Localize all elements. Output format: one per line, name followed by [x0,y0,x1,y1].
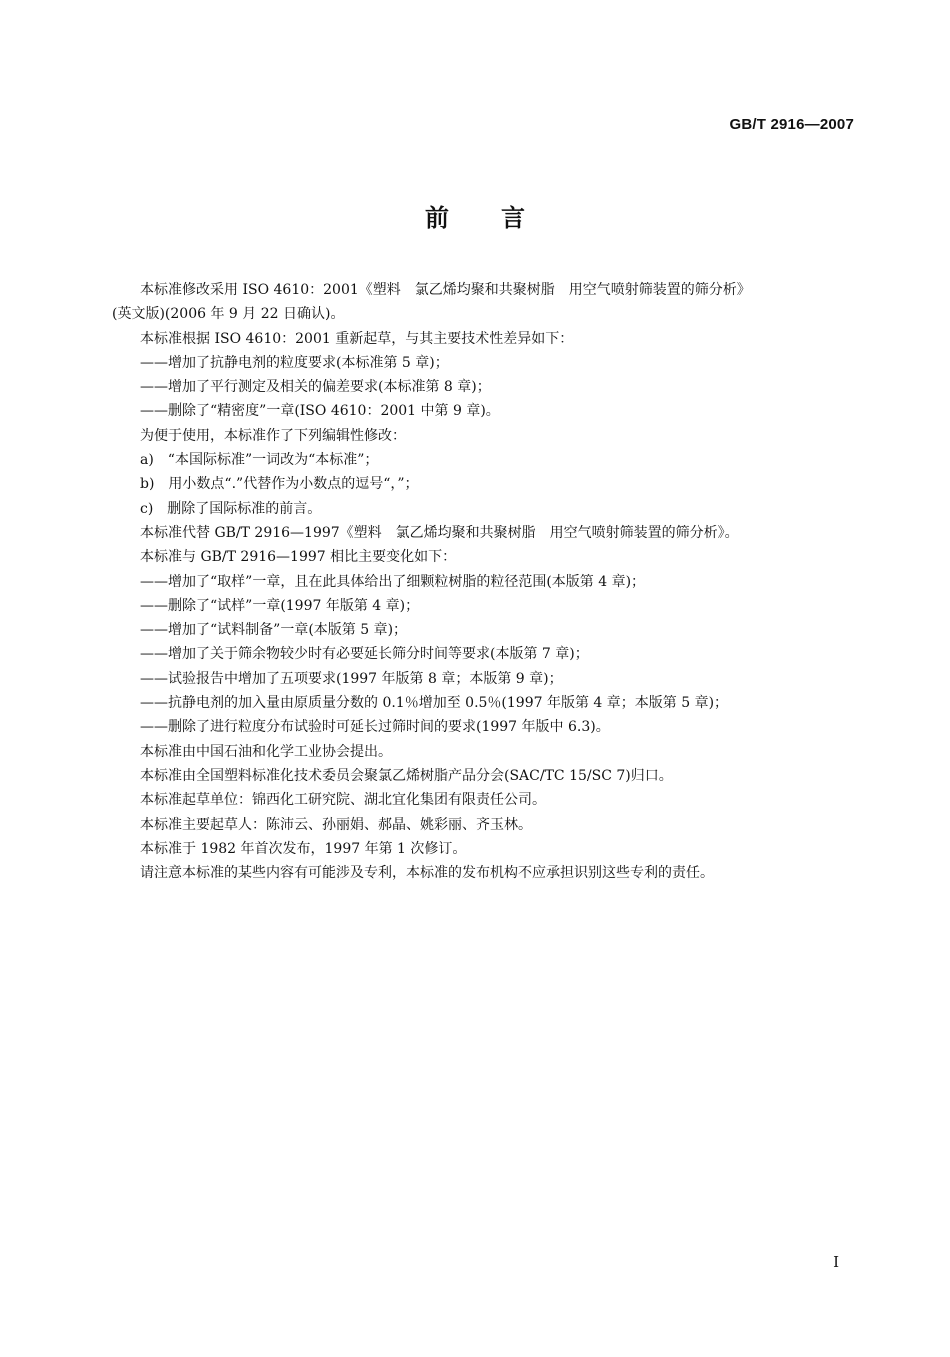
list-item: ——增加了关于筛余物较少时有必要延长筛分时间等要求(本版第 7 章)； [140,646,589,663]
paragraph-line: 请注意本标准的某些内容有可能涉及专利，本标准的发布机构不应承担识别这些专利的责任。 [140,865,714,882]
list-item: c) 删除了国际标准的前言。 [140,500,322,517]
page-number: I [833,1253,839,1271]
paragraph-line: (英文版)(2006 年 9 月 22 日确认)。 [112,306,345,323]
list-item: ——增加了平行测定及相关的偏差要求(本标准第 8 章)； [140,379,491,396]
paragraph-line: 本标准由中国石油和化学工业协会提出。 [140,743,392,760]
standard-code: GB/T 2916—2007 [729,116,854,133]
title-char: 前 [425,204,449,232]
paragraph-line: 本标准由全国塑料标准化技术委员会聚氯乙烯树脂产品分会(SAC/TC 15/SC 7)归口。 [140,767,673,784]
list-item: a) “本国际标准”一词改为“本标准”； [140,452,379,469]
list-item: b) 用小数点“.”代替作为小数点的逗号“，”； [140,476,419,493]
list-item: ——增加了抗静电剂的粒度要求(本标准第 5 章)； [140,354,449,371]
paragraph-line: 本标准起草单位：锦西化工研究院、湖北宜化集团有限责任公司。 [140,792,546,809]
paragraph-line: 本标准代替 GB/T 2916—1997《塑料 氯乙烯均聚和共聚树脂 用空气喷射筛装置的筛分析》。 [140,524,739,541]
page-title [0,198,950,233]
paragraph-line: 为便于使用，本标准作了下列编辑性修改： [140,427,406,444]
list-item: ——删除了“试样”一章(1997 年版第 4 章)； [140,597,420,614]
list-item: ——增加了“取样”一章，且在此具体给出了细颗粒树脂的粒径范围(本版第 4 章)； [140,573,646,590]
list-item: ——删除了“精密度”一章(ISO 4610：2001 中第 9 章)。 [140,403,500,420]
foreword-body [112,278,872,885]
list-item: ——抗静电剂的加入量由原质量分数的 0.1％增加至 0.5％(1997 年版第 4 章；本版第 5 章)； [140,695,729,712]
paragraph-line: 本标准根据 ISO 4610：2001 重新起草，与其主要技术性差异如下： [140,330,574,347]
paragraph-line: 本标准修改采用 ISO 4610：2001《塑料 氯乙烯均聚和共聚树脂 用空气喷射筛装置的筛分析》 [140,282,751,298]
list-item: ——试验报告中增加了五项要求(1997 年版第 8 章；本版第 9 章)； [140,670,563,687]
paragraph-line: 本标准主要起草人：陈沛云、孙丽娟、郝晶、姚彩丽、齐玉林。 [140,816,532,833]
paragraph-line: 本标准与 GB/T 2916—1997 相比主要变化如下： [140,549,457,566]
paragraph-line: 本标准于 1982 年首次发布，1997 年第 1 次修订。 [140,840,467,857]
list-item: ——增加了“试料制备”一章(本版第 5 章)； [140,622,408,639]
list-item: ——删除了进行粒度分布试验时可延长过筛时间的要求(1997 年版中 6.3)。 [140,719,610,736]
title-char: 言 [501,204,525,232]
